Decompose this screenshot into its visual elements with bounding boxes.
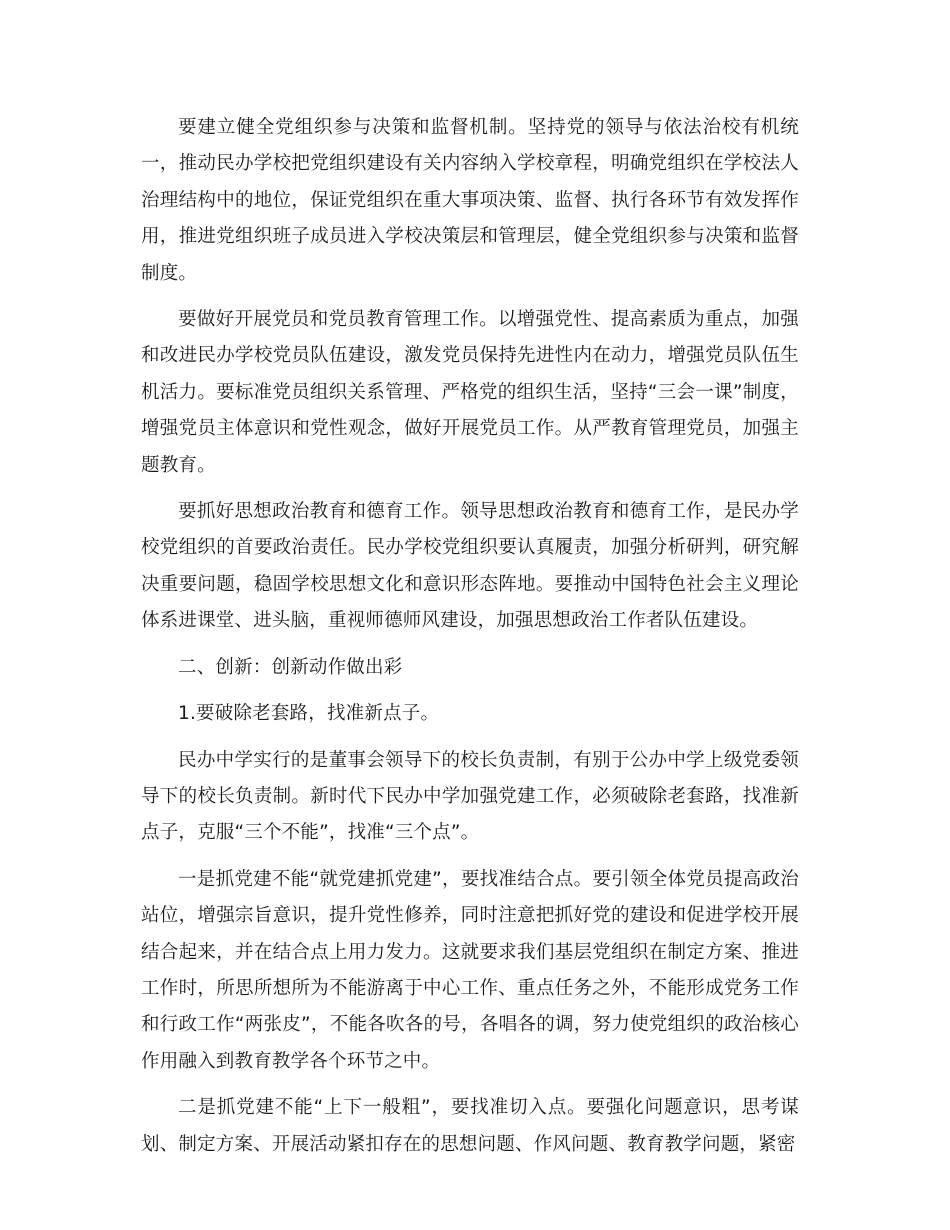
paragraph-ideological-education: 要抓好思想政治教育和德育工作。领导思想政治教育和德育工作，是民办学校党组织的首要政治责任。民办学校党组织要认真履责，加强分析研判，研究解决重要问题，稳固学校思想文化和意识形态阵地。要推动中国特色社会主义理论体系进课堂、进头脑，重视师德师风建设，加强思想政治工作者队伍建设。 [141,501,799,632]
paragraph-entry-point: 二是抓党建不能“上下一般粗”，要找准切入点。要强化问题意识，思考谋划、制定方案、开展活动紧扣存在的思想问题、作风问题、教育教学问题，紧密 [141,1097,799,1155]
paragraph-party-decision-mechanism: 要建立健全党组织参与决策和监督机制。坚持党的领导与依法治校有机统一，推动民办学校把党组织建设有关内容纳入学校章程，明确党组织在学校法人治理结构中的地位，保证党组织在重大事项决策、监督、执行各环节有效发挥作用，推进党组织班子成员进入学校决策层和管理层，健全党组织参与决策和监督制度。 [141,117,799,284]
paragraph-party-member-management: 要做好开展党员和党员教育管理工作。以增强党性、提高素质为重点，加强和改进民办学校党员队伍建设，激发党员保持先进性内在动力，增强党员队伍生机活力。要标准党员组织关系管理、严格党的组织生活，坚持“三会一课”制度，增强党员主体意识和党性观念，做好开展党员工作。从严教育管理党员，加强主题教育。 [141,309,799,476]
paragraph-combination-point: 一是抓党建不能“就党建抓党建”，要找准结合点。要引领全体党员提高政治站位，增强宗旨意识，提升党性修养，同时注意把抓好党的建设和促进学校开展结合起来，并在结合点上用力发力。这就要求我们基层党组织在制定方案、推进工作时，所思所想所为不能游离于中心工作、重点任务之外，不能形成党务工作和行政工作“两张皮”，不能各吹各的号，各唱各的调，努力使党组织的政治核心作用融入到教育教学各个环节之中。 [141,868,799,1072]
subsection-heading-new-ideas: 1.要破除老套路，找准新点子。 [178,703,440,725]
document-body [141,110,799,1173]
section-heading-innovation: 二、创新：创新动作做出彩 [178,656,403,678]
paragraph-private-school-system: 民办中学实行的是董事会领导下的校长负责制，有别于公办中学上级党委领导下的校长负责制。新时代下民办中学加强党建工作，必须破除老套路，找准新点子，克服“三个不能”，找准“三个点”。 [141,749,799,844]
